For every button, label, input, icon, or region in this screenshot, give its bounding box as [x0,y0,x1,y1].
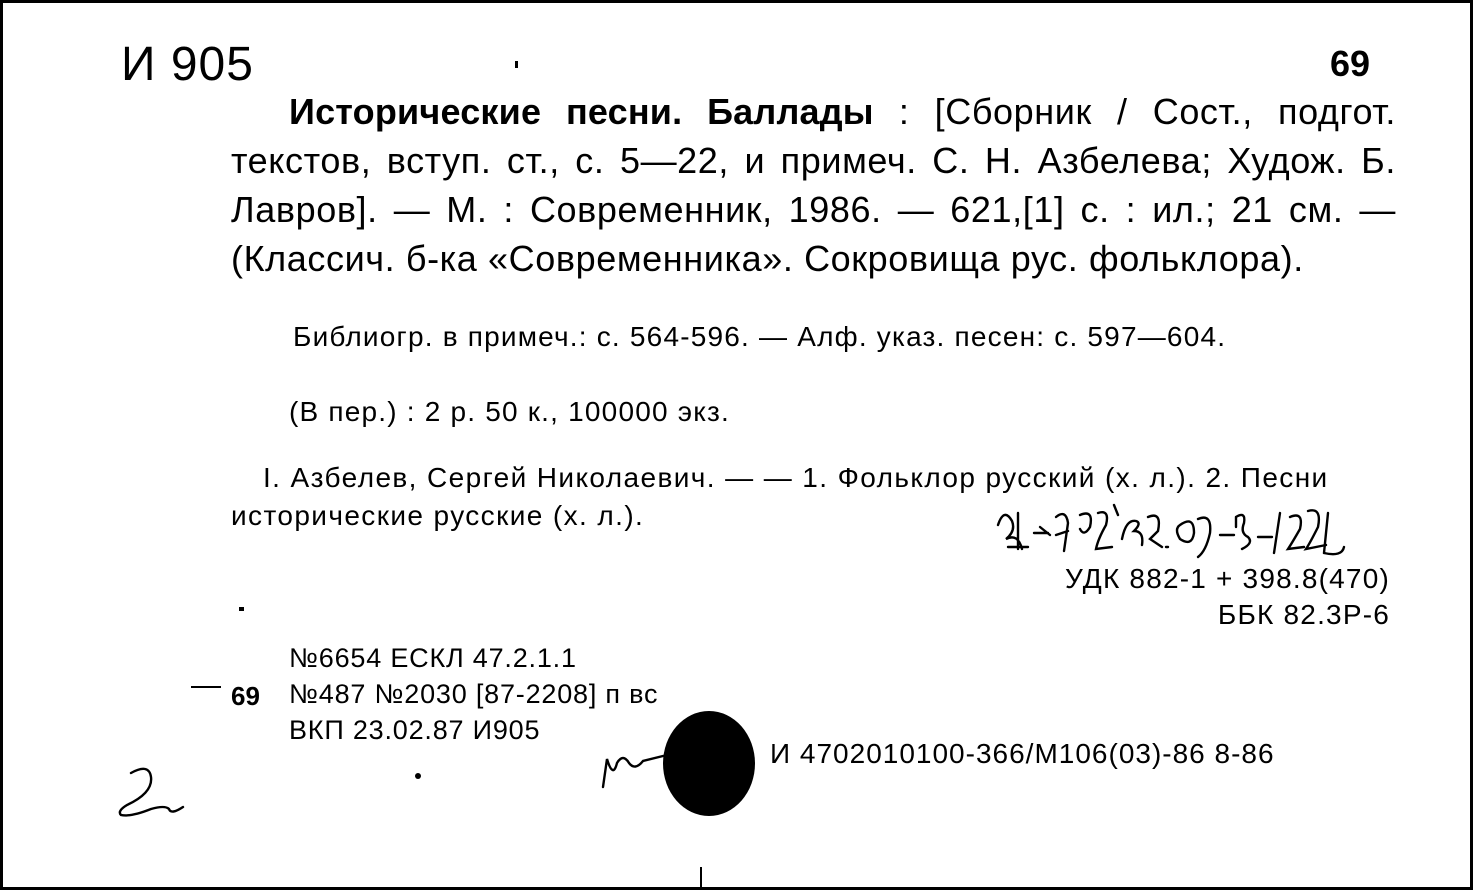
bibliography-note: Библиогр. в примеч.: с. 564-596. — Алф. указ. песен: с. 597—604. [293,321,1227,352]
bibliographic-description [231,87,1396,283]
bbk-code: ББК 82.3Р-6 [1217,599,1390,630]
udk-code: УДК 882-1 + 398.8(470) [1065,563,1390,594]
speck [700,867,702,889]
description-text: : [Сборник / Сост., подгот. текстов, вступ. ст., с. 5—22, и примеч. С. Н. Азбелева; Худож. Б. Лавров]. — М. : Современник, 1986. — 621,[1] с. : ил.; 21 см. — (Классич. б-ка «Современника». Сокровища рус. фольклора). [231,91,1396,279]
speck [515,61,518,68]
price-line: (В пер.) : 2 р. 50 к., 100000 экз. [289,396,731,427]
tech-dash [191,686,221,688]
subject-headings: I. Азбелев, Сергей Николаевич. — — 1. Фольклор русский (х. л.). 2. Песни исторические русские (х. л.). [231,462,1329,531]
speck [239,607,244,611]
tech-number: 69 [231,681,260,711]
card-number: 69 [1329,43,1370,84]
book-title: Исторические песни. Баллады [289,91,874,132]
isbn-line: И 4702010100-366/М106(03)-86 8-86 [770,738,1275,769]
tech-line-1: №6654 ЕСКЛ 47.2.1.1 [289,643,577,673]
tech-line-2: №487 №2030 [87-2208] п вс [289,679,659,709]
speck [415,773,421,779]
handwritten-digit-icon [101,761,191,821]
handwritten-annotation [988,495,1463,565]
handwritten-mark [597,743,677,793]
tech-line-3: ВКП 23.02.87 И905 [289,715,541,745]
card-code: И 905 [121,38,254,91]
